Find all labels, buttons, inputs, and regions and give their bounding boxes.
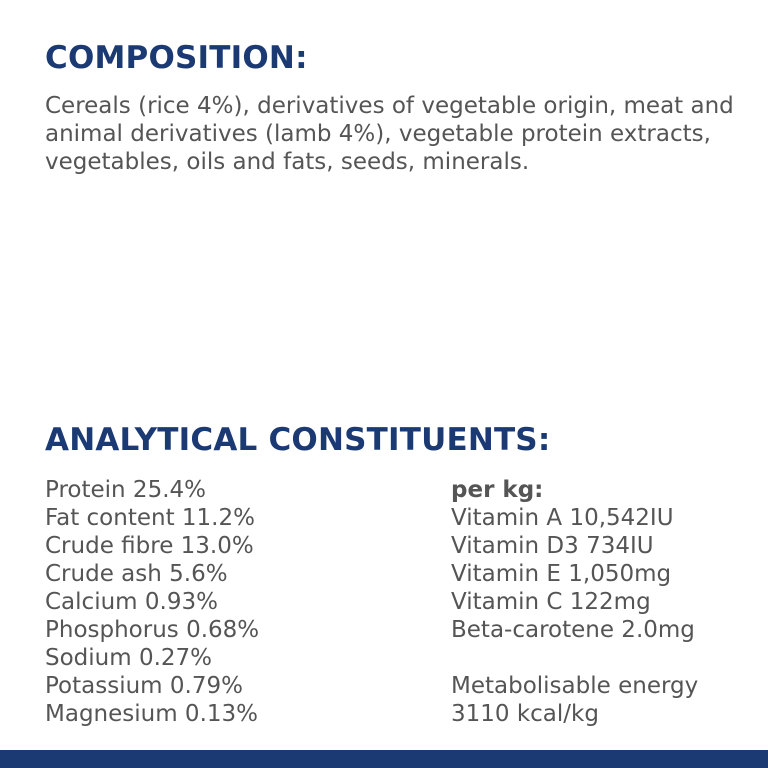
list-spacer [451, 644, 698, 672]
energy-label: Metabolisable energy [451, 673, 699, 699]
constituent-item: Fat content 11.2% [45, 505, 255, 531]
constituent-item: Calcium 0.93% [45, 589, 218, 615]
per-kg-label: per kg: [451, 477, 544, 503]
vitamin-item: Vitamin E 1,050mg [451, 561, 672, 587]
analytical-constituents-heading: ANALYTICAL CONSTITUENTS: [45, 422, 551, 458]
composition-text: Cereals (rice 4%), derivatives of vegetable origin, meat and animal derivatives (lamb 4%), vegetable protein extracts, vegetables, oils and fats, seeds, minerals. [45, 93, 734, 175]
vitamin-item: Vitamin A 10,542IU [451, 505, 674, 531]
per-kg-list [451, 476, 698, 728]
energy-value: 3110 kcal/kg [451, 701, 599, 727]
constituent-item: Crude fibre 13.0% [45, 533, 254, 559]
constituent-item: Sodium 0.27% [45, 645, 213, 671]
vitamin-item: Vitamin C 122mg [451, 589, 651, 615]
constituent-item: Potassium 0.79% [45, 673, 243, 699]
composition-heading: COMPOSITION: [45, 40, 308, 76]
footer-bar [0, 750, 768, 768]
constituents-list [45, 476, 259, 728]
constituent-item: Magnesium 0.13% [45, 701, 258, 727]
constituent-item: Phosphorus 0.68% [45, 617, 260, 643]
constituent-item: Protein 25.4% [45, 477, 206, 503]
vitamin-item: Vitamin D3 734IU [451, 533, 654, 559]
vitamin-item: Beta-carotene 2.0mg [451, 617, 695, 643]
constituent-item: Crude ash 5.6% [45, 561, 228, 587]
